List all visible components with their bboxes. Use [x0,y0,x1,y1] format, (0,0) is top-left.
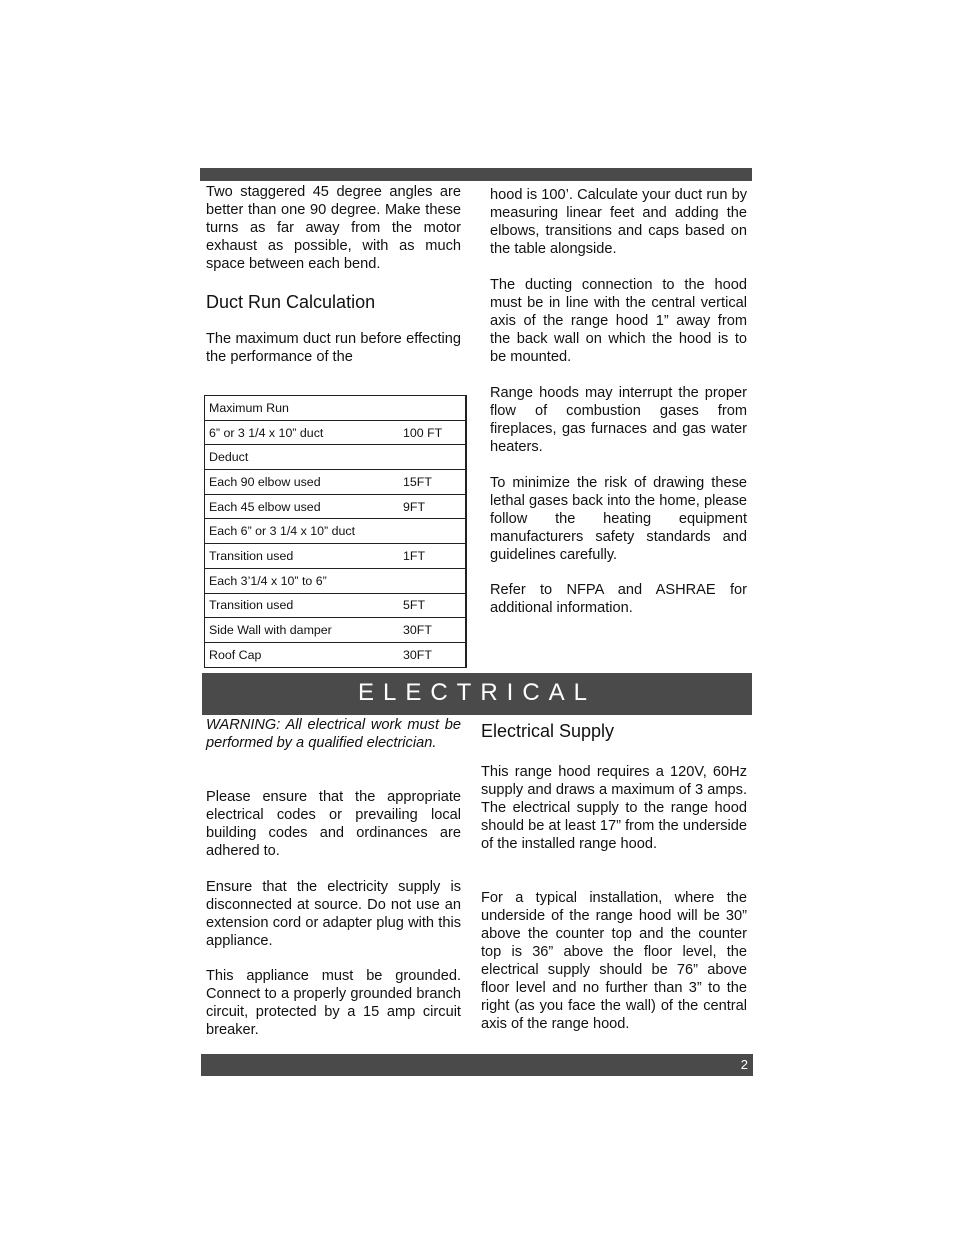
duct-table-label: 6” or 3 1/4 x 10” duct [205,420,400,445]
typical-installation-text: For a typical installation, where the underside of the range hood will be 30” above the counter top and the counter top is 36” above the floor level, the electrical supply should be 76” above floor level and no further than 3” to the right (as you face the wall) of the central axis of the range hood. [481,890,747,1032]
ducting-intro-text: Two staggered 45 degree angles are better than one 90 degree. Make these turns as far away from the motor exhaust as possible, with as much space between each bend. [206,184,461,272]
page-number: 2 [740,1057,748,1072]
grounding-text: This appliance must be grounded. Connect to a properly grounded branch circuit, protected by a 15 amp circuit breaker. [206,968,461,1038]
electrical-supply-text: This range hood requires a 120V, 60Hz supply and draws a maximum of 3 amps. The electrical supply to the range hood should be at least 17” from the underside of the installed range hood. [481,764,747,852]
ducting-connection-text: The ducting connection to the hood must be in line with the central vertical axis of the range hood 1” away from the back wall on which the hood is to be mounted. [490,277,747,365]
duct-table-label: Maximum Run [205,396,400,421]
duct-table-row [205,470,467,495]
duct-table-label: Deduct [205,445,400,470]
footer-bar [201,1054,753,1076]
electrical-supply-heading: Electrical Supply [481,721,615,741]
duct-table-row [205,618,467,643]
duct-table-label: Each 90 elbow used [205,470,400,495]
nfpa-reference-text: Refer to NFPA and ASHRAE for additional information. [490,582,747,616]
disconnect-supply-text: Ensure that the electricity supply is disconnected at source. Do not use an extension cord or adapter plug with this appliance. [206,879,461,949]
duct-table-value: 1FT [399,544,466,569]
duct-table-label: Each 6” or 3 1/4 x 10” duct [205,519,400,544]
duct-table-value: 30FT [399,618,466,643]
duct-table-value: 9FT [399,494,466,519]
duct-table-row [205,568,467,593]
duct-table-value: 5FT [399,593,466,618]
safety-standards-text: To minimize the risk of drawing these lethal gases back into the home, please follow the heating equipment manufacturers safety standards and guidelines carefully. [490,475,747,563]
duct-table-value [399,445,466,470]
electrical-section-banner: ELECTRICAL [202,673,752,715]
duct-table-value [399,519,466,544]
duct-run-heading: Duct Run Calculation [206,292,376,312]
duct-table-row [205,519,467,544]
duct-table-row [205,642,467,667]
electrical-warning-text: WARNING: All electrical work must be performed by a qualified electrician. [206,717,461,751]
duct-table-label: Each 45 elbow used [205,494,400,519]
duct-table-row [205,494,467,519]
duct-table-label: Roof Cap [205,642,400,667]
duct-table-row [205,396,467,421]
duct-run-continued-text: hood is 100’. Calculate your duct run by measuring linear feet and adding the elbows, transitions and caps based on the table alongside. [490,187,747,257]
duct-table-row [205,593,467,618]
electrical-codes-text: Please ensure that the appropriate electrical codes or prevailing local building codes and ordinances are adhered to. [206,789,461,859]
duct-table-label: Transition used [205,544,400,569]
duct-table-label: Each 3’1/4 x 10” to 6” [205,568,400,593]
duct-table-row [205,420,467,445]
combustion-gases-text: Range hoods may interrupt the proper flow of combustion gases from fireplaces, gas furnaces and gas water heaters. [490,385,747,455]
duct-table-value [399,396,466,421]
duct-table-row [205,445,467,470]
duct-table-value: 100 FT [399,420,466,445]
duct-table-row [205,544,467,569]
duct-table-value: 15FT [399,470,466,495]
duct-run-text: The maximum duct run before effecting the performance of the [206,331,461,365]
top-divider-bar [200,168,752,181]
duct-run-table [204,395,467,668]
duct-table-value [399,568,466,593]
duct-table-value: 30FT [399,642,466,667]
duct-table-label: Side Wall with damper [205,618,400,643]
duct-table-label: Transition used [205,593,400,618]
